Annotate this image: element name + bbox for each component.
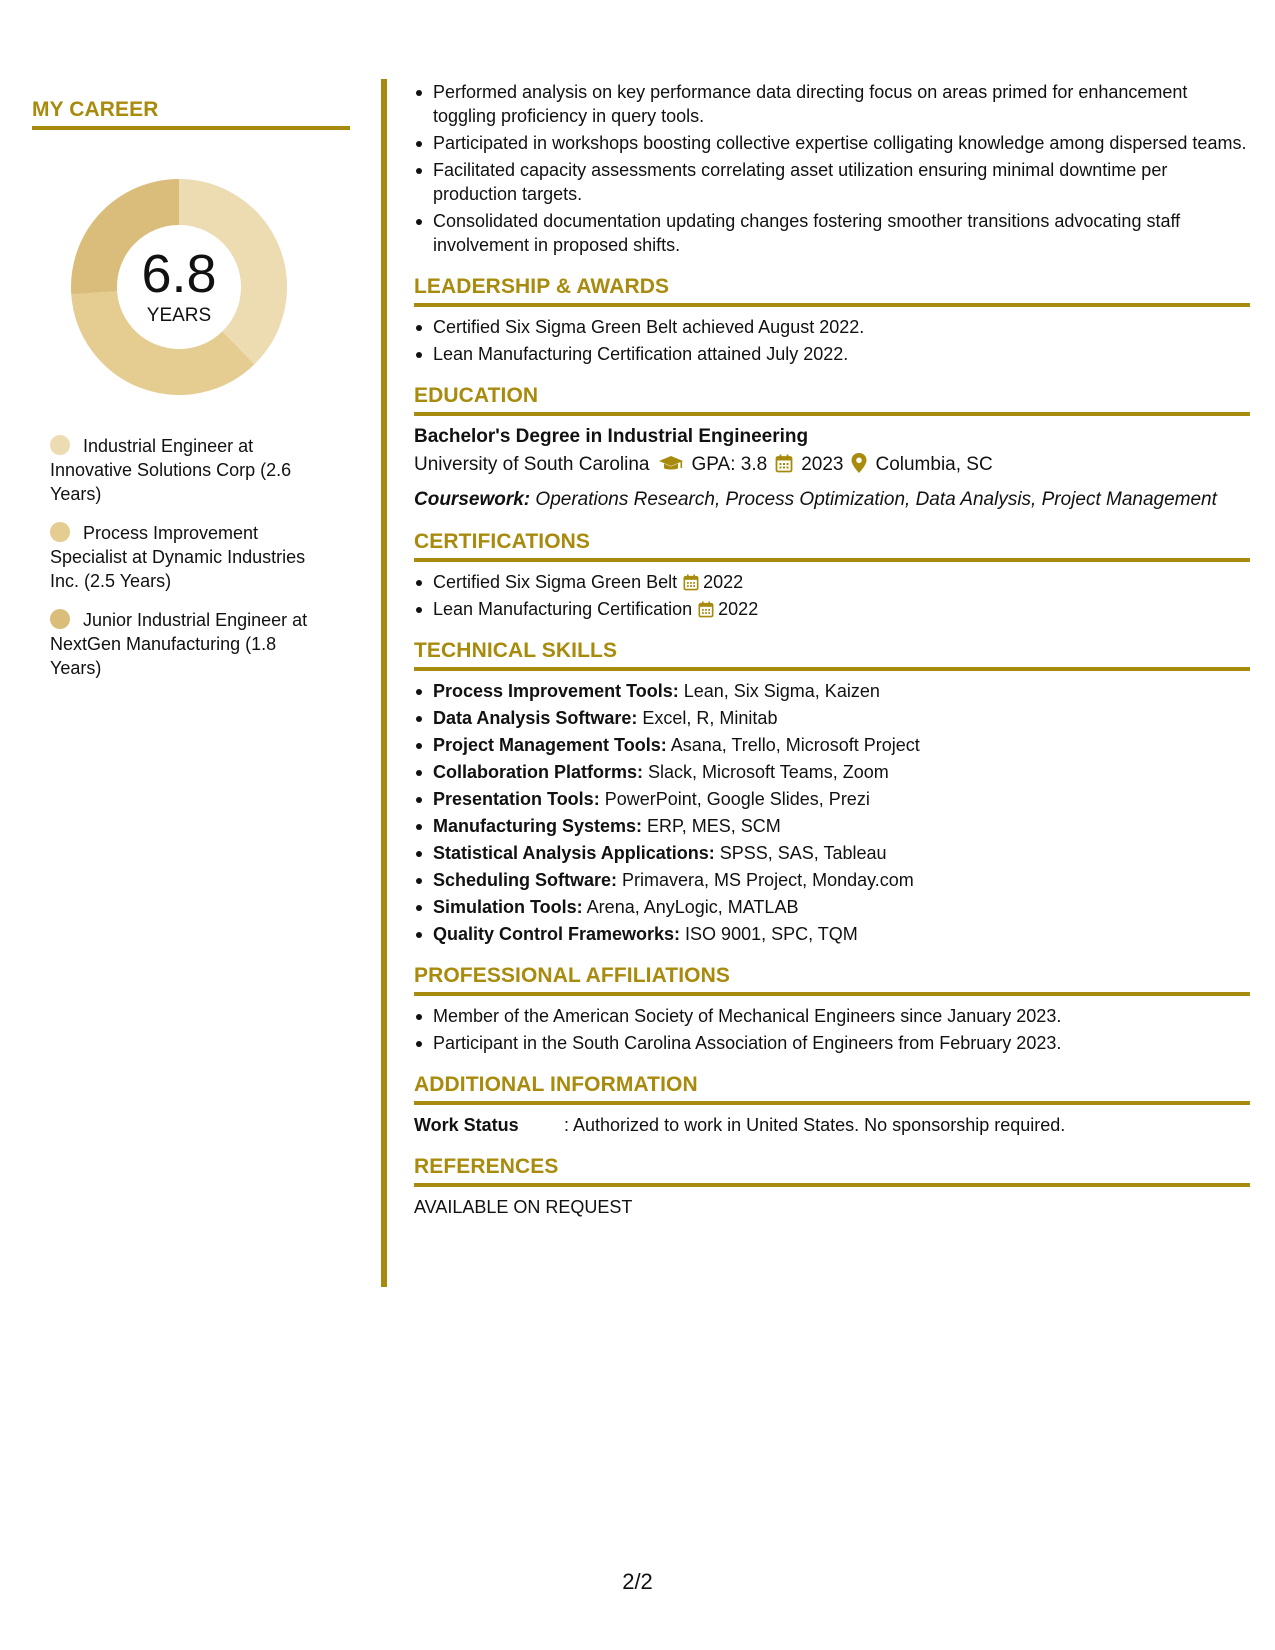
coursework-list: Operations Research, Process Optimization, Data Analysis, Project Management bbox=[530, 489, 1217, 510]
school-name: University of South Carolina bbox=[414, 454, 650, 475]
list-item bbox=[414, 868, 1250, 892]
certifications-list bbox=[414, 570, 1250, 621]
graduation-cap-icon bbox=[658, 453, 684, 483]
gpa: GPA: 3.8 bbox=[691, 454, 768, 475]
skill-value: Slack, Microsoft Teams, Zoom bbox=[643, 762, 889, 782]
list-item: Consolidated documentation updating changes fostering smoother transitions advocating staff involvement in proposed shifts. bbox=[414, 209, 1250, 257]
coursework-label: Coursework: bbox=[414, 489, 531, 510]
page-number: 2/2 bbox=[622, 1569, 653, 1594]
list-item bbox=[414, 597, 1250, 621]
skill-label: Simulation Tools: bbox=[433, 897, 583, 917]
section-title: TECHNICAL SKILLS bbox=[414, 639, 1250, 671]
list-item bbox=[414, 706, 1250, 730]
list-item: Member of the American Society of Mechanical Engineers since January 2023. bbox=[414, 1004, 1250, 1028]
section-title: ADDITIONAL INFORMATION bbox=[414, 1073, 1250, 1105]
list-item bbox=[414, 733, 1250, 757]
main-content bbox=[414, 80, 1250, 1219]
column-divider bbox=[381, 79, 387, 1287]
list-item: Performed analysis on key performance data directing focus on areas primed for enhancement toggling proficiency in query tools. bbox=[414, 80, 1250, 128]
calendar-icon bbox=[698, 599, 718, 619]
list-item bbox=[414, 570, 1250, 594]
legend-dot bbox=[50, 609, 70, 629]
skills-list bbox=[414, 679, 1250, 946]
legend-item bbox=[50, 521, 332, 593]
skill-value: ISO 9001, SPC, TQM bbox=[680, 924, 858, 944]
references-text: AVAILABLE ON REQUEST bbox=[414, 1197, 633, 1217]
skill-label: Project Management Tools: bbox=[433, 735, 667, 755]
skill-label: Statistical Analysis Applications: bbox=[433, 843, 715, 863]
work-status-row bbox=[414, 1113, 1250, 1137]
legend-label: Process Improvement Specialist at Dynamic Industries Inc. (2.5 Years) bbox=[50, 523, 306, 591]
list-item: Participant in the South Carolina Association of Engineers from February 2023. bbox=[414, 1031, 1250, 1055]
list-item: Certified Six Sigma Green Belt achieved August 2022. bbox=[414, 315, 1250, 339]
list-item bbox=[414, 787, 1250, 811]
cert-year: 2022 bbox=[718, 599, 759, 619]
location-pin-icon bbox=[851, 453, 867, 483]
skill-value: Lean, Six Sigma, Kaizen bbox=[678, 681, 880, 701]
list-item bbox=[414, 922, 1250, 946]
skill-value: ERP, MES, SCM bbox=[642, 816, 781, 836]
list-item bbox=[414, 679, 1250, 703]
skill-label: Collaboration Platforms: bbox=[433, 762, 644, 782]
education-meta bbox=[414, 450, 1250, 483]
leadership-list bbox=[414, 315, 1250, 366]
experience-bullets bbox=[414, 80, 1250, 257]
calendar-icon bbox=[775, 453, 793, 483]
legend-label: Industrial Engineer at Innovative Solutions Corp (2.6 Years) bbox=[50, 436, 292, 504]
degree-title: Bachelor's Degree in Industrial Engineering bbox=[414, 426, 809, 447]
section-title: PROFESSIONAL AFFILIATIONS bbox=[414, 964, 1250, 996]
skill-label: Scheduling Software: bbox=[433, 870, 618, 890]
affiliations-section bbox=[414, 964, 1250, 1055]
legend-item bbox=[50, 434, 332, 506]
references-section bbox=[414, 1155, 1250, 1219]
technical-skills-section bbox=[414, 639, 1250, 946]
work-status-label: Work Status bbox=[414, 1115, 519, 1135]
additional-info-section bbox=[414, 1073, 1250, 1137]
school-location: Columbia, SC bbox=[875, 454, 993, 475]
skill-value: Asana, Trello, Microsoft Project bbox=[666, 735, 920, 755]
section-title: REFERENCES bbox=[414, 1155, 1250, 1187]
career-donut-chart bbox=[66, 174, 292, 400]
certifications-section bbox=[414, 530, 1250, 621]
cert-year: 2022 bbox=[703, 572, 744, 592]
list-item: Facilitated capacity assessments correlating asset utilization ensuring minimal downtime per production targets. bbox=[414, 158, 1250, 206]
donut-center bbox=[66, 174, 292, 400]
skill-label: Process Improvement Tools: bbox=[433, 681, 679, 701]
work-status-value: : Authorized to work in United States. No sponsorship required. bbox=[564, 1115, 1066, 1135]
skill-value: SPSS, SAS, Tableau bbox=[714, 843, 887, 863]
list-item bbox=[414, 895, 1250, 919]
skill-value: Arena, AnyLogic, MATLAB bbox=[582, 897, 799, 917]
career-years-unit: YEARS bbox=[146, 305, 212, 326]
skill-value: Excel, R, Minitab bbox=[637, 708, 778, 728]
legend-label: Junior Industrial Engineer at NextGen Manufacturing (1.8 Years) bbox=[50, 610, 308, 678]
career-title: MY CAREER bbox=[32, 98, 350, 130]
section-title: CERTIFICATIONS bbox=[414, 530, 1250, 562]
coursework bbox=[414, 487, 1250, 512]
section-title: LEADERSHIP & AWARDS bbox=[414, 275, 1250, 307]
education-section bbox=[414, 384, 1250, 512]
career-legend bbox=[50, 434, 332, 680]
legend-dot bbox=[50, 522, 70, 542]
skill-value: Primavera, MS Project, Monday.com bbox=[617, 870, 914, 890]
skill-label: Presentation Tools: bbox=[433, 789, 600, 809]
list-item: Lean Manufacturing Certification attained July 2022. bbox=[414, 342, 1250, 366]
leadership-section bbox=[414, 275, 1250, 366]
legend-item bbox=[50, 608, 332, 680]
skill-label: Data Analysis Software: bbox=[433, 708, 638, 728]
cert-name: Lean Manufacturing Certification bbox=[433, 599, 693, 619]
section-title: EDUCATION bbox=[414, 384, 1250, 416]
calendar-icon bbox=[683, 572, 703, 592]
list-item bbox=[414, 841, 1250, 865]
list-item bbox=[414, 760, 1250, 784]
skill-label: Manufacturing Systems: bbox=[433, 816, 643, 836]
cert-name: Certified Six Sigma Green Belt bbox=[433, 572, 678, 592]
list-item: Participated in workshops boosting collective expertise colligating knowledge among dispersed teams. bbox=[414, 131, 1250, 155]
affiliations-list bbox=[414, 1004, 1250, 1055]
career-total-years: 6.8 bbox=[141, 244, 217, 304]
skill-value: PowerPoint, Google Slides, Prezi bbox=[599, 789, 870, 809]
career-sidebar bbox=[32, 98, 350, 695]
legend-dot bbox=[50, 435, 70, 455]
skill-label: Quality Control Frameworks: bbox=[433, 924, 681, 944]
list-item bbox=[414, 814, 1250, 838]
graduation-year: 2023 bbox=[801, 454, 844, 475]
